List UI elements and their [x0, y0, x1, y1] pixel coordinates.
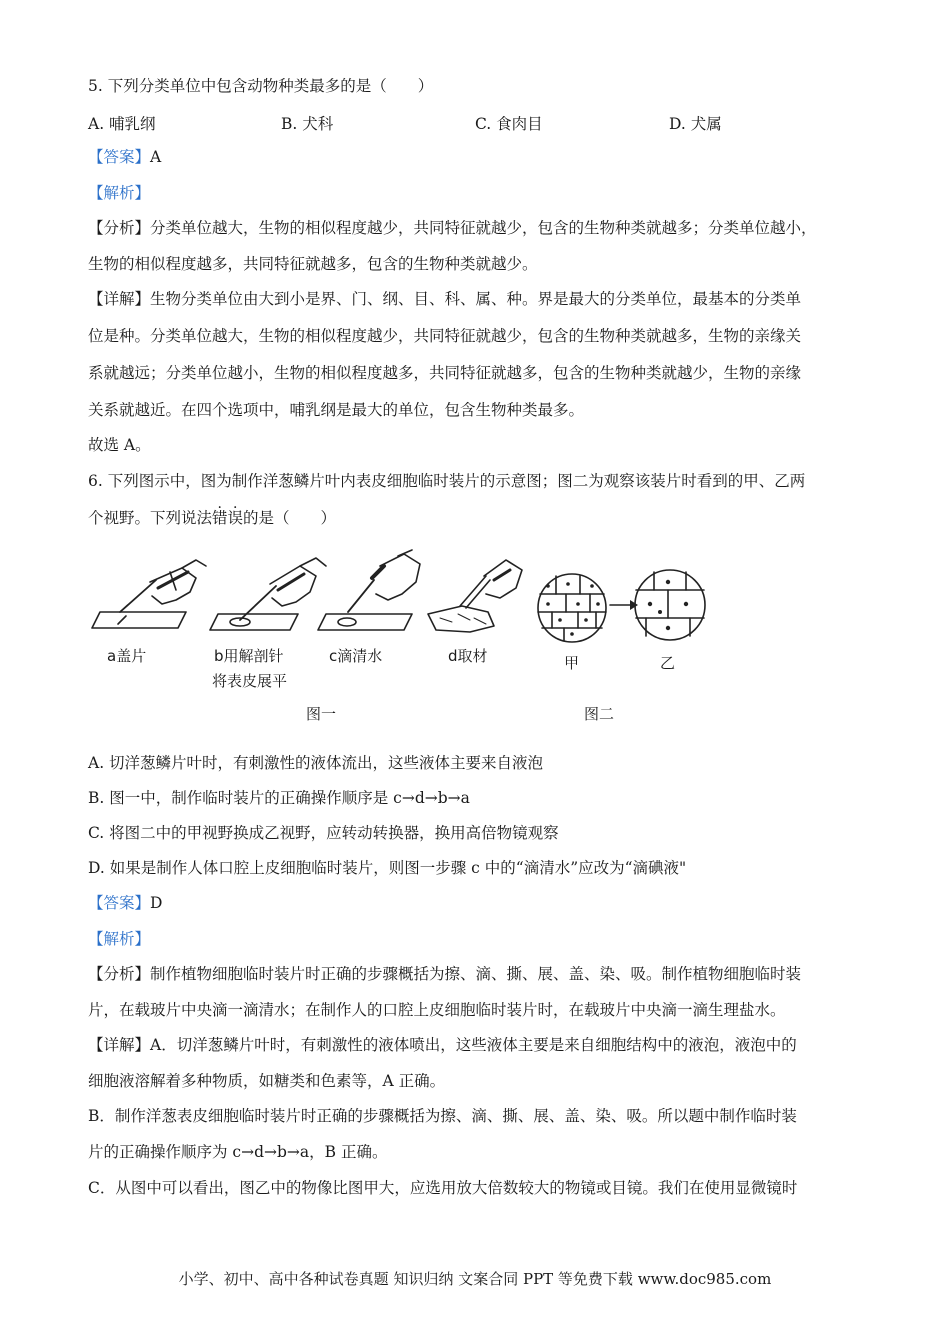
q6-analysis-tag: 【解析】 — [88, 930, 151, 948]
xiangjie-tag: 【详解】 — [88, 1036, 151, 1054]
q5-option-b: B. 犬科 — [281, 115, 334, 133]
answer-value: D — [150, 894, 163, 912]
q6-answer — [88, 893, 162, 913]
fig1-caption: 图一 — [306, 705, 337, 723]
q6-option-a: A. 切洋葱鳞片叶时，有刺激性的液体流出，这些液体主要来自液泡 — [88, 754, 544, 772]
emphasis-char: 错 — [212, 509, 228, 527]
q6-xiangjie-line-1: 【详解】A．切洋葱鳞片叶时，有刺激性的液体喷出，这些液体主要是来自细胞结构中的液泡，液泡中的 — [88, 1036, 797, 1054]
q6-option-b: B. 图一中，制作临时装片的正确操作顺序是 c→d→b→a — [88, 789, 470, 807]
step-d-drawing — [428, 560, 522, 632]
emphasis-char: 误 — [227, 509, 244, 527]
q6-option-d: D. 如果是制作人体口腔上皮细胞临时装片，则图一步骤 c 中的“滴清水”应改为“滴碘液" — [88, 859, 687, 877]
q6-option-c: C. 将图二中的甲视野换成乙视野，应转动转换器，换用高倍物镜观察 — [88, 824, 559, 842]
q6-xiangjie-line-3: B．制作洋葱表皮细胞临时装片时正确的步骤概括为擦、滴、撕、展、盖、染、吸。所以题中制作临时装 — [88, 1107, 797, 1125]
xiangjie-tag: 【详解】 — [88, 290, 151, 308]
q6-stem-line-1: 6. 下列图示中，图为制作洋葱鳞片叶内表皮细胞临时装片的示意图；图二为观察该装片时看到的甲、乙两 — [88, 472, 806, 490]
q5-conclusion: 故选 A。 — [88, 436, 151, 454]
fig2-label-jia: 甲 — [564, 654, 580, 672]
fig1-label-b: b用解剖针 — [214, 647, 284, 665]
answer-tag: 【答案】 — [88, 148, 151, 166]
step-b-drawing — [210, 558, 326, 630]
q5-xiangjie-line-4: 关系就越近。在四个选项中，哺乳纲是最大的单位，包含生物种类最多。 — [88, 401, 585, 419]
fig2-label-yi: 乙 — [660, 654, 676, 672]
fig1-label-a: a盖片 — [107, 647, 147, 665]
q5-xiangjie-line-1: 【详解】生物分类单位由大到小是界、门、纲、目、科、属、种。界是最大的分类单位，最基本的分类单 — [88, 290, 802, 308]
q6-xiangjie-line-5: C．从图中可以看出，图乙中的物像比图甲大，应选用放大倍数较大的物镜或目镜。我们在使用显微镜时 — [88, 1179, 798, 1197]
q6-fenxi-line-2: 片，在载玻片中央滴一滴清水；在制作人的口腔上皮细胞临时装片时，在载玻片中央滴一滴生理盐水。 — [88, 1001, 786, 1019]
answer-tag: 【答案】 — [88, 894, 151, 912]
q5-fenxi-line-1: 【分析】分类单位越大，生物的相似程度越少，共同特征就越少，包含的生物种类就越多；分类单位越小， — [88, 219, 817, 237]
fig1-label-c: c滴清水 — [329, 647, 383, 665]
step-c-drawing — [318, 550, 420, 630]
fig1-label-d: d取材 — [448, 647, 488, 665]
arrow-head — [630, 600, 638, 610]
q5-option-c: C. 食肉目 — [475, 115, 543, 133]
q5-xiangjie-line-2: 位是种。分类单位越大，生物的相似程度越少，共同特征就越少，包含的生物种类就越多，生物的亲缘关 — [88, 327, 802, 345]
q5-fenxi-line-2: 生物的相似程度越多，共同特征就越多，包含的生物种类就越少。 — [88, 255, 538, 273]
q5-analysis-tag: 【解析】 — [88, 184, 151, 202]
q6-stem-line-2: 个视野。下列说法错误的是（ ） — [88, 509, 337, 527]
step-a-drawing — [92, 560, 206, 628]
q6-xiangjie-line-4: 片的正确操作顺序为 c→d→b→a，B 正确。 — [88, 1143, 388, 1161]
q6-xiangjie-line-2: 细胞液溶解着多种物质，如糖类和色素等，A 正确。 — [88, 1072, 446, 1090]
field-jia-drawing — [538, 574, 606, 642]
fenxi-tag: 【分析】 — [88, 219, 151, 237]
q6-fenxi-line-1: 【分析】制作植物细胞临时装片时正确的步骤概括为擦、滴、撕、展、盖、染、吸。制作植物细胞临时装 — [88, 965, 802, 983]
fenxi-tag: 【分析】 — [88, 965, 151, 983]
q5-option-d: D. 犬属 — [669, 115, 722, 133]
field-yi-drawing — [635, 570, 705, 640]
page-footer: 小学、初中、高中各种试卷真题 知识归纳 文案合同 PPT 等免费下载 www.doc985.com — [178, 1270, 772, 1288]
fig2-caption: 图二 — [584, 705, 615, 723]
answer-value: A — [150, 148, 162, 166]
fig1-label-b2: 将表皮展平 — [212, 672, 288, 690]
q5-xiangjie-line-3: 系就越远；分类单位越小，生物的相似程度越多，共同特征就越多，包含的生物种类就越少，生物的亲缘 — [88, 364, 802, 382]
q5-option-a: A. 哺乳纲 — [88, 115, 156, 133]
q5-stem: 5. 下列分类单位中包含动物种类最多的是（ ） — [88, 77, 434, 95]
